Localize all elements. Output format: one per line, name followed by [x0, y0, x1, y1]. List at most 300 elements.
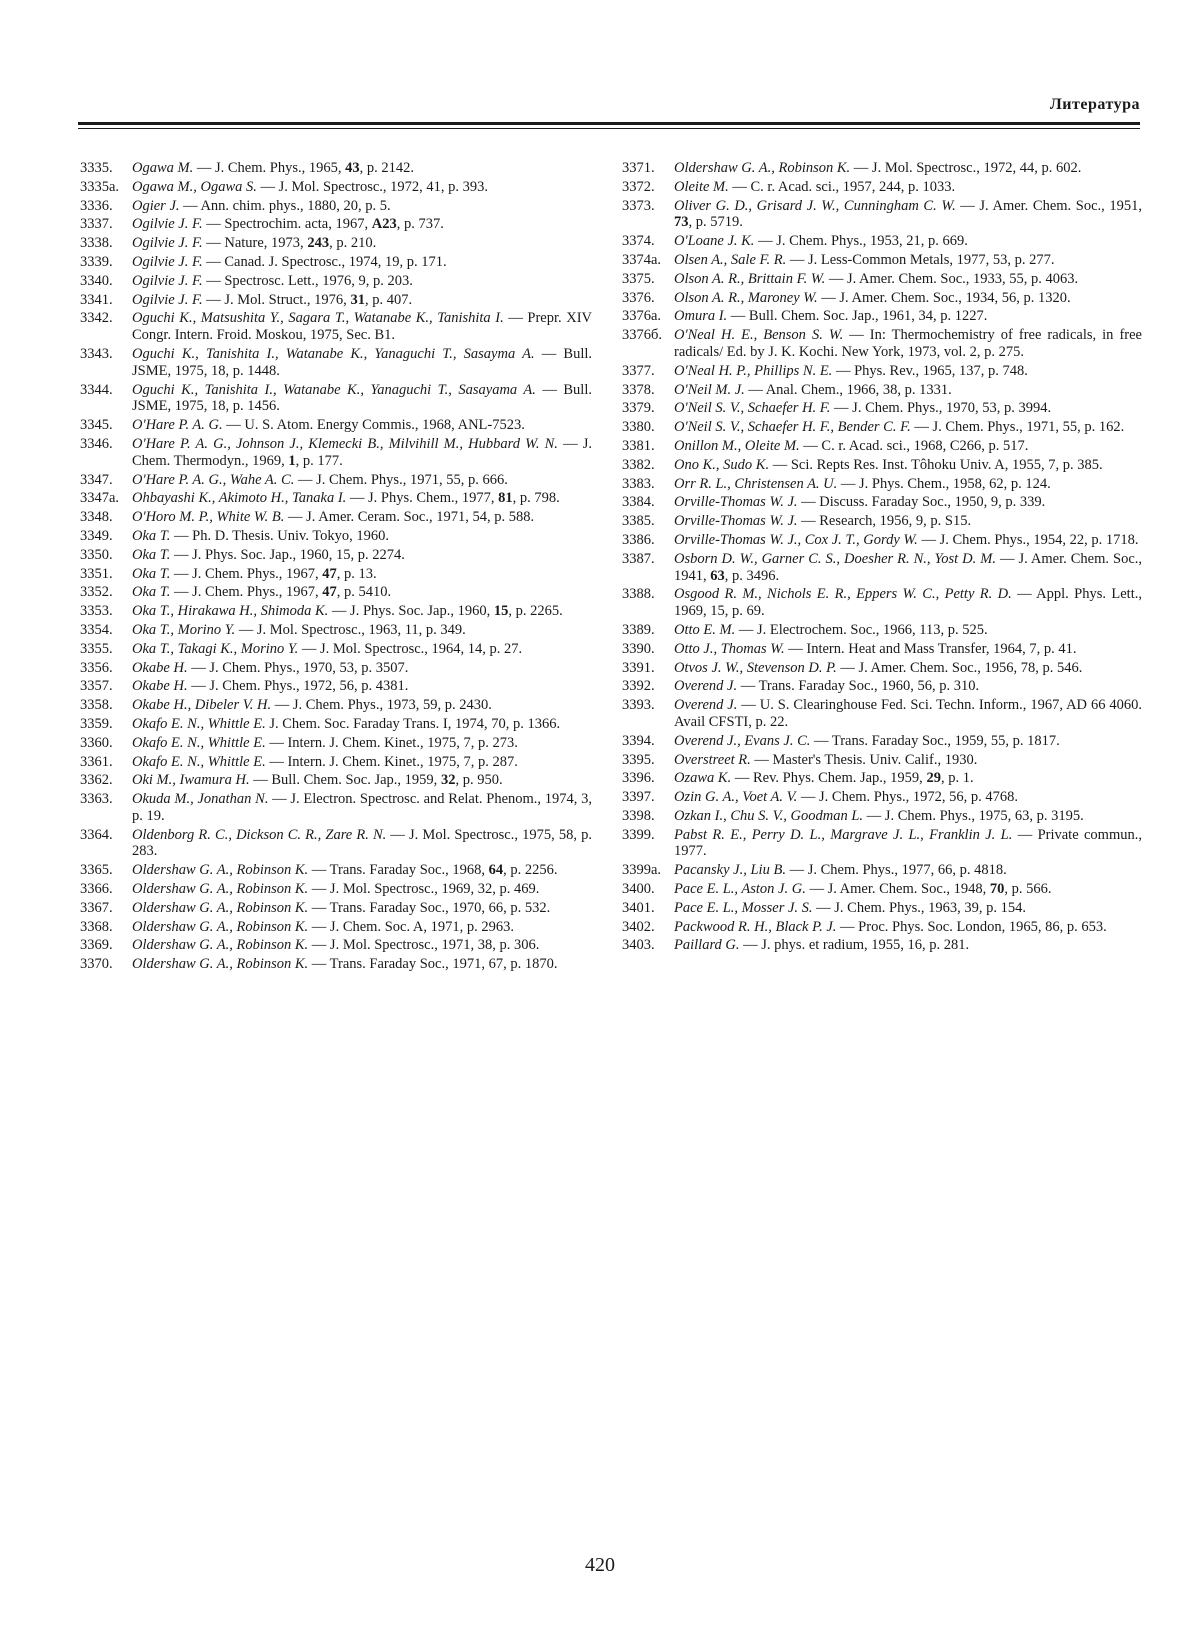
reference-authors: Oliver G. D., Grisard J. W., Cunningham C. W.: [674, 197, 956, 214]
reference-pages: , p. 950.: [455, 772, 503, 789]
reference-authors: Oguchi K., Tanishita I., Watanabe K., Yanaguchi T., Sasayma A.: [132, 345, 535, 362]
reference-authors: Ogilvie J. F.: [132, 216, 203, 233]
reference-authors: Onillon M., Oleite M.: [674, 437, 800, 454]
reference-entry: [622, 179, 1142, 196]
reference-authors: Overend J., Evans J. C.: [674, 732, 811, 749]
reference-number: 3335.: [80, 160, 113, 176]
reference-source: — Proc. Phys. Soc. London, 1965, 86, p. 653.: [836, 918, 1107, 935]
reference-authors: Pace E. L., Mosser J. S.: [674, 899, 813, 916]
reference-number: 3394.: [622, 732, 655, 749]
reference-source: — J. Chem. Phys., 1963, 39, p. 154.: [812, 899, 1027, 916]
reference-source: — U. S. Clearinghouse Fed. Sci. Techn. Inform., 1967, AD 66 4060. Avail CFSTI, p. 22.: [674, 697, 1142, 730]
reference-volume: 47: [322, 584, 337, 601]
reference-entry: [80, 566, 592, 583]
reference-source: — J. Chem. Soc. A, 1971, p. 2963.: [308, 918, 514, 935]
reference-authors: Ogilvie J. F.: [132, 291, 203, 308]
reference-number: 3393.: [622, 697, 655, 714]
reference-source: — J. Chem. Phys., 1972, 56, p. 4381.: [187, 678, 409, 695]
reference-authors: Okabe H., Dibeler V. H.: [132, 697, 272, 714]
reference-entry: [80, 310, 592, 344]
reference-authors: O'Loane J. K.: [674, 233, 755, 250]
reference-number: 3386.: [622, 531, 655, 548]
reference-source: — Intern. J. Chem. Kinet., 1975, 7, p. 273.: [265, 734, 518, 751]
reference-source: J. Chem. Soc. Faraday Trans. I, 1974, 70, p. 1366.: [265, 715, 561, 732]
reference-authors: Okabe H.: [132, 659, 188, 676]
reference-number: 3396.: [622, 770, 655, 787]
reference-authors: O'Neal H. E., Benson S. W.: [674, 327, 844, 344]
reference-entry: [622, 438, 1142, 455]
reference-source: — J. Electrochem. Soc., 1966, 113, p. 525.: [735, 621, 988, 638]
reference-source: — Intern. Heat and Mass Transfer, 1964, 7, p. 41.: [784, 640, 1077, 657]
reference-entry: [622, 660, 1142, 677]
reference-entry: [80, 292, 592, 309]
reference-entry: [622, 862, 1142, 879]
reference-number: 3372.: [622, 178, 655, 195]
reference-source: — Nature, 1973,: [202, 235, 308, 252]
reference-authors: Oldershaw G. A., Robinson K.: [132, 937, 309, 954]
reference-number: 3339.: [80, 253, 113, 270]
reference-entry: [622, 476, 1142, 493]
reference-source: — J. Chem. Phys., 1965,: [193, 160, 346, 176]
reference-entry: [80, 603, 592, 620]
reference-number: 3374.: [622, 233, 655, 250]
reference-entry: [622, 233, 1142, 250]
reference-number: 3403.: [622, 937, 655, 954]
reference-source: — Research, 1956, 9, p. S15.: [797, 513, 972, 530]
reference-number: 3355.: [80, 640, 113, 657]
reference-entry: [80, 678, 592, 695]
reference-authors: Oguchi K., Tanishita I., Watanabe K., Yanaguchi T., Sasayama A.: [132, 381, 536, 398]
reference-entry: [622, 586, 1142, 620]
reference-number: 3353.: [80, 603, 113, 620]
reference-authors: O'Neil S. V., Schaefer H. F.: [674, 400, 831, 417]
reference-source: — J. Chem. Phys., 1977, 66, p. 4818.: [785, 862, 1007, 879]
reference-source: — U. S. Atom. Energy Commis., 1968, ANL-7523.: [222, 417, 525, 434]
reference-entry: [622, 641, 1142, 658]
reference-authors: O'Neil S. V., Schaefer H. F., Bender C. F.: [674, 419, 911, 436]
reference-entry: [80, 254, 592, 271]
reference-number: 3357.: [80, 678, 113, 695]
reference-entry: [622, 494, 1142, 511]
reference-entry: [80, 382, 592, 416]
reference-authors: Ogawa M.: [132, 160, 194, 176]
reference-volume: 1: [288, 452, 296, 469]
reference-authors: Oldenborg R. C., Dickson C. R., Zare R. N.: [132, 826, 387, 843]
reference-authors: Otvos J. W., Stevenson D. P.: [674, 659, 837, 676]
reference-pages: , p. 13.: [336, 565, 377, 582]
reference-number: 3379.: [622, 400, 655, 417]
reference-number: 3375.: [622, 270, 655, 287]
reference-entry: [80, 198, 592, 215]
reference-authors: Oka T., Hirakawa H., Shimoda K.: [132, 603, 329, 620]
reference-volume: 32: [440, 772, 456, 789]
reference-authors: Ogawa M., Ogawa S.: [132, 178, 257, 195]
reference-number: 3373.: [622, 197, 655, 214]
reference-authors: Oka T.: [132, 584, 171, 601]
reference-number: 3336.: [80, 197, 113, 214]
reference-number: 3349.: [80, 527, 113, 544]
reference-source: — J. phys. et radium, 1955, 16, p. 281.: [739, 937, 970, 954]
reference-volume: 70: [989, 881, 1005, 898]
reference-entry: [622, 752, 1142, 769]
reference-number: 3335a.: [80, 178, 120, 195]
reference-source: — J. Chem. Phys., 1967,: [170, 584, 323, 601]
reference-volume: A23: [371, 216, 397, 233]
reference-source: — J. Amer. Chem. Soc., 1941,: [674, 550, 1143, 584]
reference-authors: Packwood R. H., Black P. J.: [674, 918, 837, 935]
reference-authors: O'Horo M. P., White W. B.: [132, 509, 285, 526]
reference-entry: [80, 956, 592, 973]
reference-number: 3341.: [80, 291, 113, 308]
reference-entry: [80, 346, 592, 380]
reference-entry: [622, 881, 1142, 898]
reference-number: 3369.: [80, 937, 113, 954]
reference-entry: [622, 532, 1142, 549]
reference-authors: Ozkan I., Chu S. V., Goodman L.: [674, 807, 864, 824]
reference-number: 3399a.: [622, 862, 662, 879]
reference-source: — Discuss. Faraday Soc., 1950, 9, p. 339.: [797, 494, 1046, 511]
reference-authors: Overstreet R.: [674, 751, 751, 768]
reference-authors: Overend J.: [674, 678, 738, 695]
reference-source: — J. Amer. Chem. Soc., 1951,: [955, 197, 1142, 214]
reference-authors: Ogilvie J. F.: [132, 253, 203, 270]
reference-number: 3380.: [622, 419, 655, 436]
reference-number: 3351.: [80, 565, 113, 582]
reference-entry: [622, 678, 1142, 695]
reference-entry: [80, 179, 592, 196]
reference-source: — Master's Thesis. Univ. Calif., 1930.: [750, 751, 978, 768]
reference-source: — Phys. Rev., 1965, 137, p. 748.: [832, 362, 1028, 379]
reference-authors: Okuda M., Jonathan N.: [132, 791, 269, 808]
reference-source: — J. Less-Common Metals, 1977, 53, p. 277.: [786, 251, 1055, 268]
reference-source: — Prepr. XIV Congr. Intern. Froid. Moskou, 1975, Sec. B1.: [132, 310, 592, 344]
reference-number: 3365.: [80, 862, 113, 879]
reference-number: 3382.: [622, 456, 655, 473]
reference-pages: , p. 1.: [940, 770, 974, 787]
reference-source: — Trans. Faraday Soc., 1971, 67, p. 1870.: [308, 956, 558, 973]
reference-entry: [622, 198, 1142, 232]
reference-authors: Oldershaw G. A., Robinson K.: [674, 160, 851, 176]
reference-number: 3345.: [80, 417, 113, 434]
reference-entry: [622, 327, 1142, 361]
reference-source: — J. Chem. Phys., 1972, 56, p. 4768.: [797, 789, 1019, 806]
reference-authors: Overend J.: [674, 697, 738, 714]
reference-number: 3381.: [622, 437, 655, 454]
reference-entry: [80, 641, 592, 658]
reference-entry: [622, 789, 1142, 806]
reference-entry: [80, 772, 592, 789]
reference-authors: Oki M., Iwamura H.: [132, 772, 250, 789]
reference-number: 3366.: [80, 881, 113, 898]
reference-number: 3377.: [622, 362, 655, 379]
reference-authors: Orville-Thomas W. J., Cox J. T., Gordy W.: [674, 531, 918, 548]
reference-authors: Oleite M.: [674, 178, 729, 195]
reference-source: — C. r. Acad. sci., 1957, 244, p. 1033.: [728, 178, 956, 195]
reference-authors: Oldershaw G. A., Robinson K.: [132, 862, 309, 879]
reference-entry: [622, 551, 1142, 585]
reference-number: 3387.: [622, 550, 655, 567]
reference-number: 3346.: [80, 435, 113, 452]
reference-number: 3344.: [80, 381, 113, 398]
reference-source: — Private commun., 1977.: [674, 826, 1142, 860]
reference-pages: , p. 210.: [329, 235, 377, 252]
reference-entry: [622, 271, 1142, 288]
reference-volume: 47: [322, 565, 337, 582]
reference-number: 3340.: [80, 272, 113, 289]
reference-source: — Trans. Faraday Soc., 1970, 66, p. 532.: [308, 899, 551, 916]
reference-entry: [622, 308, 1142, 325]
reference-number: 3388.: [622, 586, 655, 603]
reference-entry: [80, 622, 592, 639]
reference-source: — J. Amer. Chem. Soc., 1956, 78, p. 546.: [836, 659, 1083, 676]
reference-authors: Olson A. R., Maroney W.: [674, 289, 818, 306]
reference-entry: [622, 457, 1142, 474]
reference-source: — Canad. J. Spectrosc., 1974, 19, p. 171.: [202, 253, 447, 270]
reference-authors: Ogilvie J. F.: [132, 272, 203, 289]
reference-source: — J. Chem. Phys., 1967,: [170, 565, 323, 582]
reference-pages: , p. 2256.: [503, 862, 558, 879]
reference-authors: Omura I.: [674, 308, 728, 325]
reference-authors: Ogier J.: [132, 197, 180, 214]
reference-entry: [80, 716, 592, 733]
reference-number: 3337.: [80, 216, 113, 233]
reference-authors: Ogilvie J. F.: [132, 235, 203, 252]
reference-source: — J. Mol. Struct., 1976,: [202, 291, 351, 308]
reference-entry: [80, 547, 592, 564]
reference-number: 3356.: [80, 659, 113, 676]
reference-source: — J. Chem. Phys., 1971, 55, p. 162.: [910, 419, 1125, 436]
reference-pages: , p. 2265.: [508, 603, 563, 620]
reference-source: — Intern. J. Chem. Kinet., 1975, 7, p. 287.: [265, 753, 518, 770]
reference-entry: [622, 419, 1142, 436]
reference-source: — Trans. Faraday Soc., 1960, 56, p. 310.: [737, 678, 980, 695]
reference-entry: [622, 382, 1142, 399]
reference-entry: [80, 273, 592, 290]
reference-number: 3400.: [622, 881, 655, 898]
reference-source: — Bull. Chem. Soc. Jap., 1959,: [249, 772, 441, 789]
reference-source: — J. Chem. Phys., 1954, 22, p. 1718.: [917, 531, 1139, 548]
reference-authors: Osgood R. M., Nichols E. R., Eppers W. C., Petty R. D.: [674, 586, 1012, 603]
reference-entry: [622, 827, 1142, 861]
reference-number: 3376.: [622, 289, 655, 306]
reference-number: 3358.: [80, 697, 113, 714]
left-reference-column: [80, 160, 592, 975]
reference-authors: Otto J., Thomas W.: [674, 640, 785, 657]
reference-authors: Paillard G.: [674, 937, 740, 954]
reference-source: — Trans. Faraday Soc., 1968,: [308, 862, 489, 879]
reference-number: 3350.: [80, 546, 113, 563]
reference-volume: 15: [493, 603, 509, 620]
reference-pages: , p. 5410.: [336, 584, 392, 601]
reference-pages: , p. 177.: [295, 452, 343, 469]
reference-source: — Bull. JSME, 1975, 18, p. 1456.: [132, 381, 592, 415]
reference-source: — J. Chem. Phys., 1971, 55, p. 666.: [294, 471, 508, 488]
reference-authors: Oldershaw G. A., Robinson K.: [132, 956, 309, 973]
reference-entry: [80, 235, 592, 252]
reference-entry: [80, 472, 592, 489]
reference-authors: Oka T.: [132, 565, 171, 582]
reference-volume: 29: [926, 770, 941, 787]
reference-source: — Ph. D. Thesis. Univ. Tokyo, 1960.: [170, 527, 390, 544]
reference-source: — Sci. Repts Res. Inst. Tôhoku Univ. A, 1955, 7, p. 385.: [769, 456, 1103, 473]
reference-source: — J. Mol. Spectrosc., 1972, 44, p. 602.: [850, 160, 1082, 176]
reference-source: — J. Chem. Phys., 1953, 21, p. 669.: [754, 233, 968, 250]
reference-source: — J. Chem. Phys., 1970, 53, p. 3994.: [830, 400, 1052, 417]
reference-entry: [622, 919, 1142, 936]
reference-number: 3354.: [80, 621, 113, 638]
reference-pages: , p. 2142.: [359, 160, 414, 176]
reference-source: — J. Chem. Phys., 1975, 63, p. 3195.: [863, 807, 1084, 824]
reference-entry: [622, 513, 1142, 530]
reference-authors: O'Hare P. A. G., Wahe A. C.: [132, 471, 295, 488]
header-rule-thin: [78, 128, 1140, 129]
reference-authors: Oka T.: [132, 546, 171, 563]
reference-entry: [622, 252, 1142, 269]
reference-number: 3347.: [80, 471, 113, 488]
reference-authors: Olson A. R., Brittain F. W.: [674, 270, 826, 287]
reference-number: 3392.: [622, 678, 655, 695]
reference-pages: , p. 407.: [364, 291, 413, 308]
reference-authors: Pace E. L., Aston J. G.: [674, 881, 806, 898]
reference-authors: Pacansky J., Liu B.: [674, 862, 786, 879]
reference-source: — Bull. Chem. Soc. Jap., 1961, 34, p. 1227.: [727, 308, 988, 325]
reference-entry: [80, 697, 592, 714]
reference-entry: [80, 509, 592, 526]
right-reference-column: [622, 160, 1142, 956]
reference-entry: [622, 937, 1142, 954]
reference-number: 3376б.: [622, 327, 663, 344]
reference-authors: Oldershaw G. A., Robinson K.: [132, 899, 309, 916]
reference-pages: , p. 566.: [1004, 881, 1052, 898]
reference-source: — J. Mol. Spectrosc., 1963, 11, p. 349.: [235, 621, 466, 638]
reference-authors: Oka T., Takagi K., Morino Y.: [132, 640, 299, 657]
reference-number: 3367.: [80, 899, 113, 916]
reference-source: — C. r. Acad. sci., 1968, C266, p. 517.: [799, 437, 1029, 454]
reference-number: 3371.: [622, 160, 655, 176]
reference-entry: [80, 216, 592, 233]
reference-authors: Oka T., Morino Y.: [132, 621, 236, 638]
reference-entry: [622, 900, 1142, 917]
reference-number: 3359.: [80, 715, 113, 732]
reference-pages: , p. 5719.: [688, 214, 743, 231]
reference-number: 3390.: [622, 640, 655, 657]
reference-number: 3384.: [622, 494, 655, 511]
reference-pages: , p. 798.: [512, 490, 560, 507]
reference-number: 3361.: [80, 753, 113, 770]
reference-number: 3398.: [622, 807, 655, 824]
reference-entry: [80, 160, 592, 177]
reference-number: 3348.: [80, 509, 113, 526]
page-number: 420: [585, 1554, 615, 1576]
reference-entry: [80, 735, 592, 752]
reference-entry: [622, 733, 1142, 750]
reference-pages: , p. 737.: [396, 216, 444, 233]
reference-number: 3352.: [80, 584, 113, 601]
reference-number: 3376a.: [622, 308, 662, 325]
reference-entry: [80, 584, 592, 601]
reference-entry: [80, 436, 592, 470]
reference-source: — J. Mol. Spectrosc., 1964, 14, p. 27.: [298, 640, 523, 657]
reference-volume: 43: [345, 160, 360, 176]
reference-number: 3402.: [622, 918, 655, 935]
reference-source: — J. Phys. Chem., 1977,: [346, 490, 499, 507]
reference-entry: [622, 622, 1142, 639]
reference-number: 3401.: [622, 899, 655, 916]
reference-source: — J. Chem. Phys., 1973, 59, p. 2430.: [271, 697, 492, 714]
reference-pages: , p. 3496.: [724, 567, 780, 584]
reference-volume: 243: [307, 235, 330, 252]
reference-number: 3397.: [622, 789, 655, 806]
reference-entry: [80, 490, 592, 507]
reference-number: 3363.: [80, 791, 113, 808]
reference-entry: [622, 290, 1142, 307]
reference-source: — J. Chem. Phys., 1970, 53, p. 3507.: [187, 659, 409, 676]
reference-number: 3362.: [80, 772, 113, 789]
reference-authors: Okabe H.: [132, 678, 188, 695]
reference-entry: [80, 937, 592, 954]
reference-authors: Orr R. L., Christensen A. U.: [674, 475, 838, 492]
reference-source: — Bull. JSME, 1975, 18, p. 1448.: [132, 345, 592, 379]
reference-entry: [622, 160, 1142, 177]
reference-number: 3378.: [622, 381, 655, 398]
reference-volume: 81: [498, 490, 513, 507]
reference-authors: Okafo E. N., Whittle E.: [132, 734, 266, 751]
reference-source: — J. Mol. Spectrosc., 1969, 32, p. 469.: [308, 881, 540, 898]
header-title: Литература: [1049, 96, 1140, 113]
reference-source: — J. Mol. Spectrosc., 1971, 38, p. 306.: [308, 937, 540, 954]
reference-number: 3391.: [622, 659, 655, 676]
reference-source: — Rev. Phys. Chem. Jap., 1959,: [731, 770, 927, 787]
reference-authors: O'Neal H. P., Phillips N. E.: [674, 362, 833, 379]
reference-entry: [622, 770, 1142, 787]
reference-volume: 64: [488, 862, 504, 879]
reference-authors: Olsen A., Sale F. R.: [674, 251, 787, 268]
reference-entry: [80, 754, 592, 771]
reference-source: — Appl. Phys. Lett., 1969, 15, p. 69.: [674, 586, 1142, 620]
reference-authors: Ozin G. A., Voet A. V.: [674, 789, 798, 806]
reference-entry: [80, 417, 592, 434]
reference-source: — Anal. Chem., 1966, 38, p. 1331.: [744, 381, 952, 398]
reference-number: 3364.: [80, 826, 113, 843]
reference-entry: [80, 862, 592, 879]
reference-volume: 63: [710, 567, 725, 584]
reference-authors: Okafo E. N., Whittle E.: [132, 753, 266, 770]
reference-source: — J. Amer. Chem. Soc., 1948,: [805, 881, 990, 898]
reference-number: 3389.: [622, 621, 655, 638]
reference-source: — Trans. Faraday Soc., 1959, 55, p. 1817.: [810, 732, 1060, 749]
reference-number: 3343.: [80, 345, 113, 362]
reference-source: — J. Electron. Spectrosc. and Relat. Phenom., 1974, 3, p. 19.: [132, 791, 592, 824]
reference-authors: Oka T.: [132, 527, 171, 544]
reference-number: 3374a.: [622, 251, 662, 268]
reference-source: — Spectrosc. Lett., 1976, 9, p. 203.: [202, 272, 413, 289]
reference-authors: Okafo E. N., Whittle E.: [132, 715, 266, 732]
reference-authors: Ozawa K.: [674, 770, 732, 787]
reference-authors: Pabst R. E., Perry D. L., Margrave J. L., Franklin J. L.: [674, 826, 1013, 843]
reference-source: — Spectrochim. acta, 1967,: [202, 216, 372, 233]
reference-source: — J. Chem. Thermodyn., 1969,: [132, 435, 592, 469]
reference-authors: O'Hare P. A. G.: [132, 417, 223, 434]
reference-authors: Osborn D. W., Garner C. S., Doesher R. N., Yost D. M.: [674, 550, 996, 567]
reference-authors: Otto E. M.: [674, 621, 736, 638]
reference-source: — J. Amer. Chem. Soc., 1934, 56, p. 1320.: [817, 289, 1071, 306]
reference-number: 3342.: [80, 310, 113, 327]
reference-authors: Ono K., Sudo K.: [674, 456, 770, 473]
reference-authors: Oldershaw G. A., Robinson K.: [132, 918, 309, 935]
reference-source: — J. Amer. Ceram. Soc., 1971, 54, p. 588.: [284, 509, 535, 526]
reference-entry: [80, 881, 592, 898]
reference-authors: Oguchi K., Matsushita Y., Sagara T., Watanabe K., Tanishita I.: [132, 310, 504, 327]
